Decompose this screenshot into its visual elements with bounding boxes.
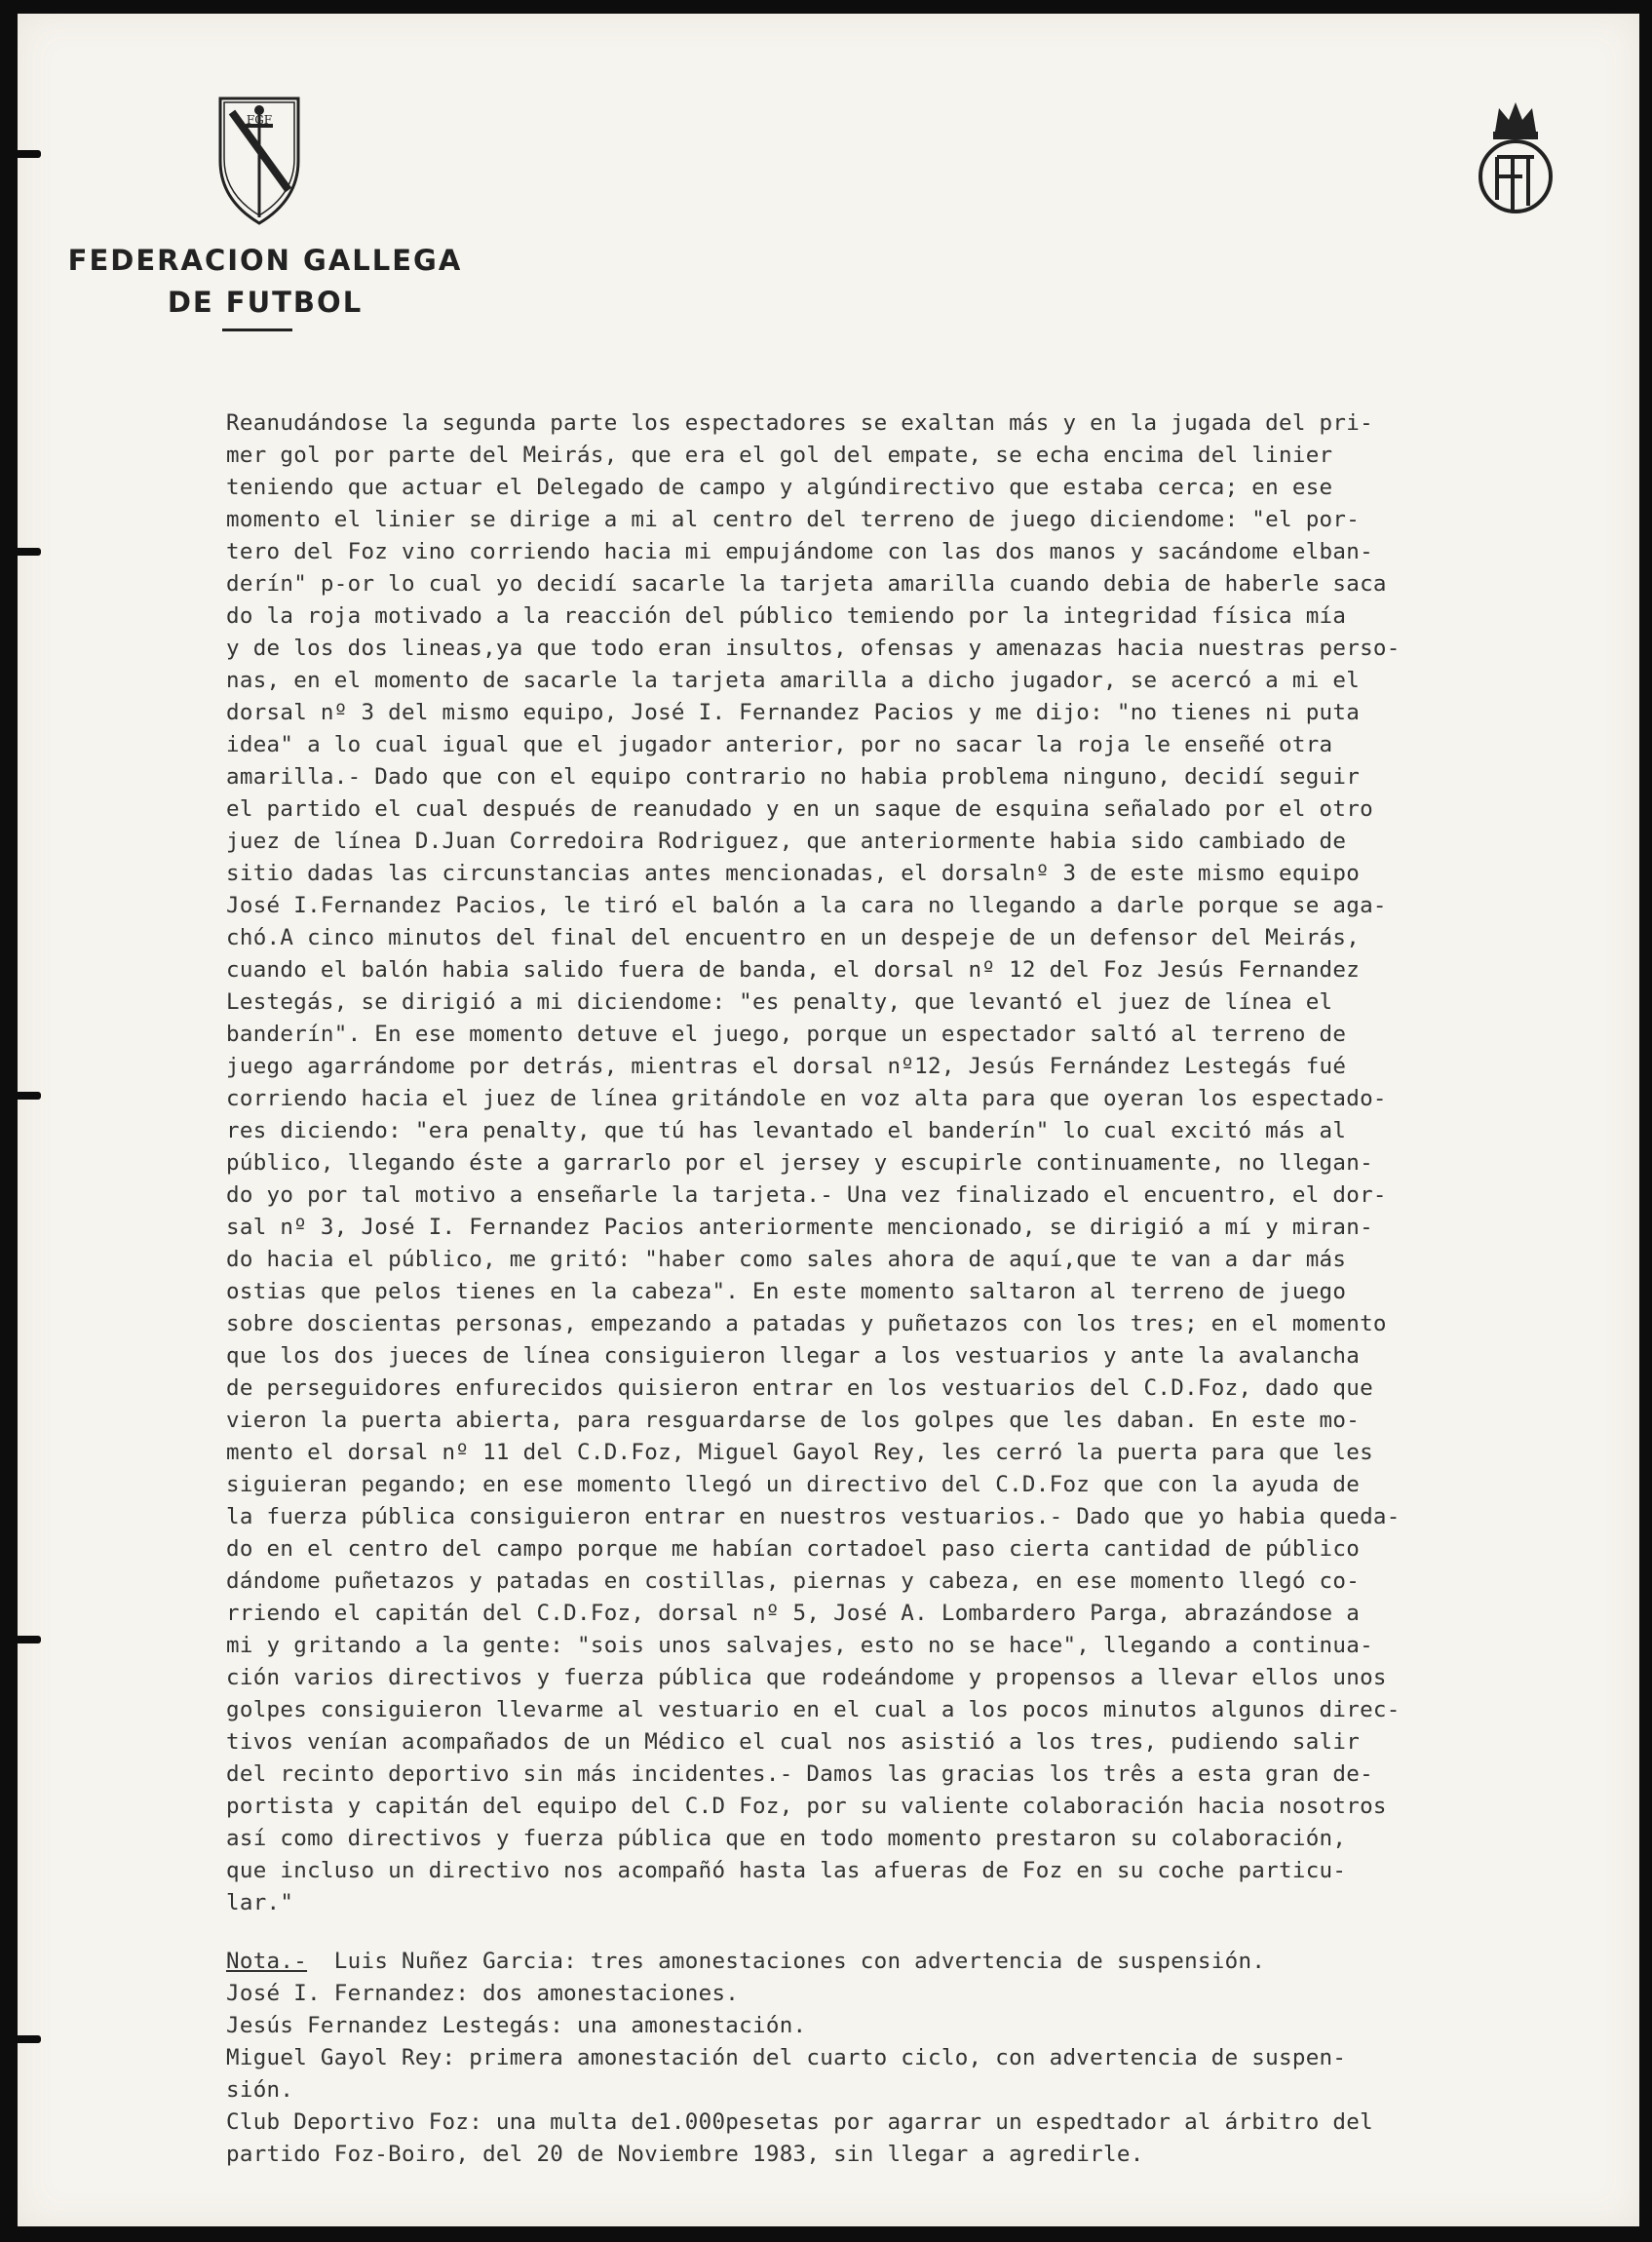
body-line: de perseguidores enfurecidos quisieron entrar en los vestuarios del C.D.Foz, dado que [226,1375,1373,1401]
notes-first-line [226,1946,1610,1978]
body-line: nas, en el momento de sacarle la tarjeta amarilla a dicho jugador, se acercó a mi el [226,668,1361,693]
body-line: sitio dadas las circunstancias antes mencionadas, el dorsalnº 3 de este mismo equipo [226,861,1361,886]
body-line: tivos venían acompañados de un Médico el cual nos asistió a los tres, pudiendo salir [226,1729,1361,1755]
federation-name [60,240,470,324]
body-line: así como directivos y fuerza pública que en todo momento prestaron su colaboración, [226,1826,1347,1851]
nota-label: Nota.- [226,1949,308,1974]
body-line: ción varios directivos y fuerza pública que rodeándome y propensos a llevar ellos unos [226,1665,1387,1690]
body-line: el partido el cual después de reanudado y en un saque de esquina señalado por el otro [226,796,1373,822]
body-line: rriendo el capitán del C.D.Foz, dorsal nº 5, José A. Lombardero Parga, abrazándose a [226,1601,1361,1626]
body-line: lar." [226,1890,294,1915]
body-line: momento el linier se dirige a mi al centro del terreno de juego diciendome: "el por- [226,507,1361,532]
body-line: sal nº 3, José I. Fernandez Pacios anteriormente mencionado, se dirigió a mí y miran- [226,1215,1373,1240]
body-line: del recinto deportivo sin más incidentes.- Damos las gracias los três a esta gran de- [226,1761,1373,1787]
body-line: dorsal nº 3 del mismo equipo, José I. Fernandez Pacios y me dijo: "no tienes ni puta [226,700,1361,725]
body-line: amarilla.- Dado que con el equipo contrario no habia problema ninguno, decidí seguir [226,764,1361,790]
body-line: José I.Fernandez Pacios, le tiró el balón a la cara no llegando a darle porque se aga- [226,893,1387,918]
binder-hole-mark [12,1636,41,1643]
binder-hole-mark [12,2035,41,2043]
binder-hole-mark [12,1092,41,1100]
body-line: cuando el balón habia salido fuera de banda, el dorsal nº 12 del Foz Jesús Fernandez [226,957,1361,983]
note-text: Luis Nuñez Garcia: tres amonestaciones con advertencia de suspensión. [333,1949,1266,1974]
federation-name-line2: DE FUTBOL [167,286,364,319]
body-line: Reanudándose la segunda parte los espectadores se exaltan más y en la jugada del pri- [226,410,1373,436]
note-line: sión. [226,2077,294,2103]
body-line: portista y capitán del equipo del C.D Foz, por su valiente colaboración hacia nosotros [226,1794,1387,1819]
royal-federation-emblem [1474,93,1557,219]
body-line: teniendo que actuar el Delegado de campo y algúndirectivo que estaba cerca; en ese [226,475,1333,500]
note-line: Club Deportivo Foz: una multa de1.000pesetas por agarrar un espedtador al árbitro del [226,2109,1373,2135]
body-line: mi y gritando a la gente: "sois unos salvajes, esto no se hace", llegando a continua- [226,1633,1373,1658]
federation-name-line1: FEDERACION GALLEGA [67,244,463,277]
body-line: y de los dos lineas,ya que todo eran insultos, ofensas y amenazas hacia nuestras perso- [226,636,1401,661]
header-underline [222,329,292,331]
body-line: derín" p-or lo cual yo decidí sacarle la tarjeta amarilla cuando debia de haberle saca [226,571,1387,597]
body-line: Lestegás, se dirigió a mi diciendome: "es penalty, que levantó el juez de línea el [226,989,1333,1015]
body-line: chó.A cinco minutos del final del encuentro en un despeje de un defensor del Meirás, [226,925,1361,950]
notes-section [226,1946,1610,2171]
body-line: ostias que pelos tienes en la cabeza". En este momento saltaron al terreno de juego [226,1279,1347,1304]
body-line: que los dos jueces de línea consiguieron llegar a los vestuarios y ante la avalancha [226,1343,1361,1369]
body-line: juez de línea D.Juan Corredoira Rodriguez, que anteriormente habia sido cambiado de [226,829,1347,854]
binder-hole-mark [12,548,41,556]
body-line: res diciendo: "era penalty, que tú has levantado el banderín" lo cual excitó más al [226,1118,1347,1143]
binder-hole-mark [12,150,41,158]
body-line: que incluso un directivo nos acompañó hasta las afueras de Foz en su coche particu- [226,1858,1347,1883]
body-line: corriendo hacia el juez de línea gritándole en voz alta para que oyeran los espectado- [226,1086,1387,1111]
body-line: dándome puñetazos y patadas en costillas, piernas y cabeza, en ese momento llegó co- [226,1568,1361,1594]
svg-text:FGF: FGF [246,113,273,127]
body-line: siguieran pegando; en ese momento llegó un directivo del C.D.Foz que con la ayuda de [226,1472,1361,1497]
report-body [226,407,1610,1919]
body-line: do en el centro del campo porque me habían cortadoel paso cierta cantidad de público [226,1536,1361,1562]
body-line: vieron la puerta abierta, para resguardarse de los golpes que les daban. En este mo- [226,1408,1361,1433]
body-line: golpes consiguieron llevarme al vestuario en el cual a los pocos minutos algunos direc- [226,1697,1401,1722]
note-line: partido Foz-Boiro, del 20 de Noviembre 1983, sin llegar a agredirle. [226,2142,1144,2167]
body-line: mento el dorsal nº 11 del C.D.Foz, Miguel Gayol Rey, les cerró la puerta para que les [226,1440,1373,1465]
body-line: do yo por tal motivo a enseñarle la tarjeta.- Una vez finalizado el encuentro, el dor- [226,1182,1387,1208]
body-line: do la roja motivado a la reacción del público temiendo por la integridad física mía [226,603,1347,629]
body-line: público, llegando éste a garrarlo por el jersey y escupirle continuamente, no llegan- [226,1150,1373,1176]
note-line: Jesús Fernandez Lestegás: una amonestación. [226,2013,807,2038]
body-line: banderín". En ese momento detuve el juego, porque un espectador saltó al terreno de [226,1022,1347,1047]
body-line: mer gol por parte del Meirás, que era el gol del empate, se echa encima del linier [226,443,1333,468]
body-line: idea" a lo cual igual que el jugador anterior, por no sacar la roja le enseñé otra [226,732,1333,757]
body-line: sobre doscientas personas, empezando a patadas y puñetazos con los tres; en el momento [226,1311,1387,1336]
body-line: do hacia el público, me gritó: "haber como sales ahora de aquí,que te van a dar más [226,1247,1347,1272]
federation-shield-crest [214,93,304,229]
body-line: tero del Foz vino corriendo hacia mi empujándome con las dos manos y sacándome elban- [226,539,1373,564]
note-line: José I. Fernandez: dos amonestaciones. [226,1981,740,2006]
body-line: juego agarrándome por detrás, mientras el dorsal nº12, Jesús Fernández Lestegás fué [226,1054,1347,1079]
body-line: la fuerza pública consiguieron entrar en nuestros vestuarios.- Dado que yo habia queda- [226,1504,1401,1529]
note-line: Miguel Gayol Rey: primera amonestación del cuarto ciclo, con advertencia de suspen- [226,2045,1347,2070]
